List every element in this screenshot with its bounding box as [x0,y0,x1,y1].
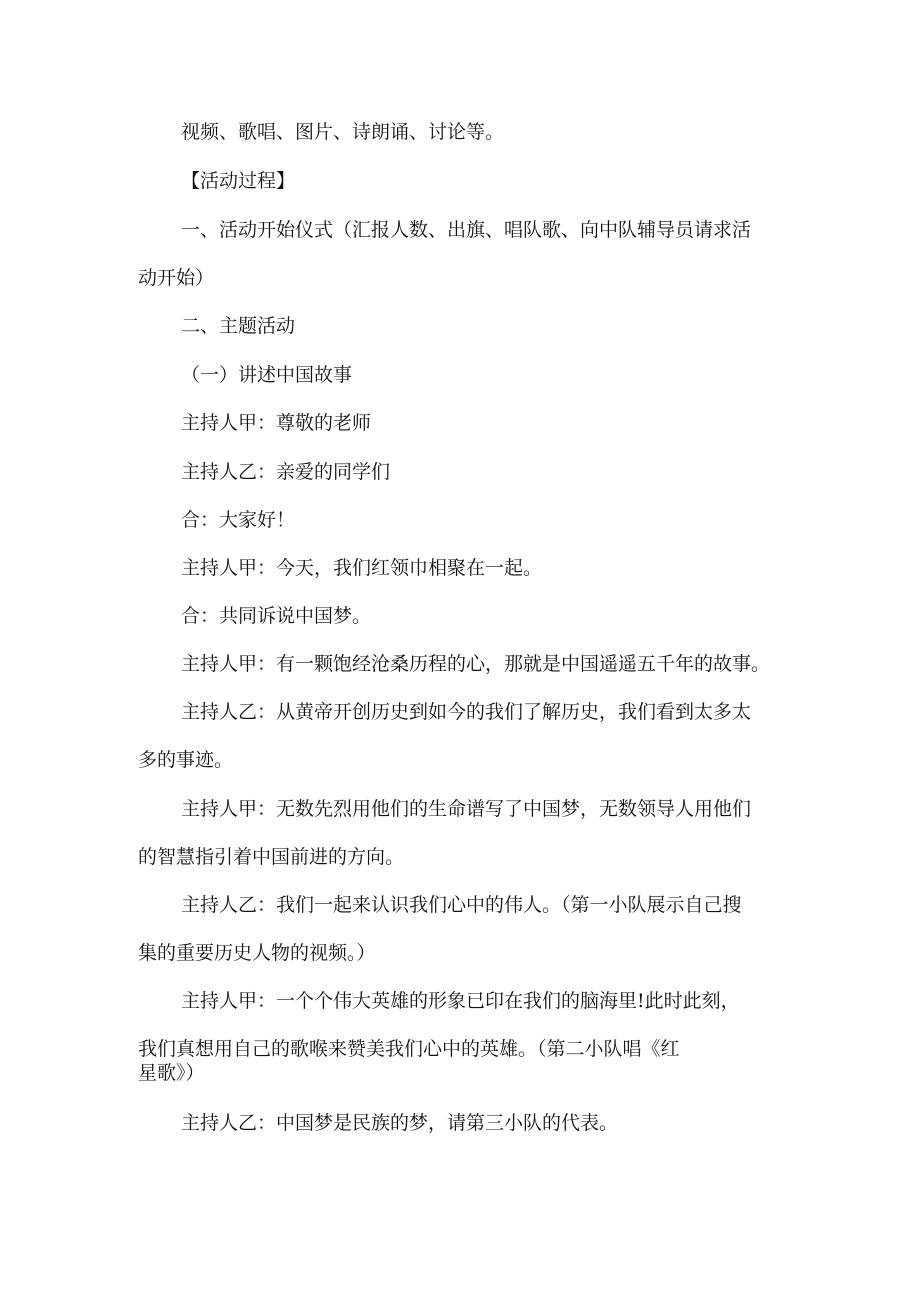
subsection-heading-china-story [138,366,788,385]
section-heading-theme-activity [138,317,788,336]
text-line: 主持人甲：一个个伟大英雄的形象已印在我们的脑海里!此时此刻， [181,990,740,1012]
text-line: 合：共同诉说中国梦。 [181,605,372,627]
dialogue-line [138,896,788,963]
text-line: 二、主题活动 [181,315,296,337]
dialogue-line [138,992,788,1083]
text-line: 主持人乙：亲爱的同学们 [181,461,391,483]
text-line: 主持人乙：我们一起来认识我们心中的伟人。（第一小队展示自己搜 [181,894,742,916]
text-line: 集的重要历史人物的视频。） [138,942,376,964]
text-line: 主持人乙：从黄帝开创历史到如今的我们了解历史，我们看到太多太 [181,701,752,723]
section-heading-activity-process [138,172,788,191]
dialogue-line [138,607,788,626]
dialogue-line [138,511,788,530]
dialogue-line [138,463,788,482]
text-line: 主持人甲：今天，我们红领巾相聚在一起。 [181,557,543,579]
dialogue-line [138,559,788,578]
text-line: 主持人乙：中国梦是民族的梦，请第三小队的代表。 [181,1112,619,1134]
dialogue-line [138,655,788,674]
dialogue-line [138,703,788,770]
text-line: 【活动过程】 [181,170,296,192]
dialogue-line [138,414,788,433]
paragraph-opening-ceremony [138,221,788,288]
paragraph-media-list [138,123,788,142]
text-line: （一）讲述中国故事 [181,364,353,386]
dialogue-line [138,1114,788,1133]
text-line: 多的事迹。 [138,749,234,771]
text-line: 视频、歌唱、图片、诗朗诵、讨论等。 [181,121,505,143]
dialogue-line [138,800,788,867]
text-line: 主持人甲：有一颗饱经沧桑历程的心，那就是中国遥遥五千年的故事。 [181,653,771,675]
text-line: 的智慧指引着中国前进的方向。 [138,846,405,868]
text-line: 主持人甲：尊敬的老师 [181,412,372,434]
text-line: 主持人甲：无数先烈用他们的生命谱写了中国梦，无数领导人用他们 [181,798,752,820]
text-line: 动开始） [138,267,215,289]
text-line: 星歌》） [138,1062,205,1084]
text-line: 我们真想用自己的歌喉来赞美我们心中的英雄。（第二小队唱《红 [138,1038,680,1060]
text-line: 合：大家好！ [181,509,296,531]
text-line: 一、活动开始仪式（汇报人数、出旗、唱队歌、向中队辅导员请求活 [181,219,752,241]
